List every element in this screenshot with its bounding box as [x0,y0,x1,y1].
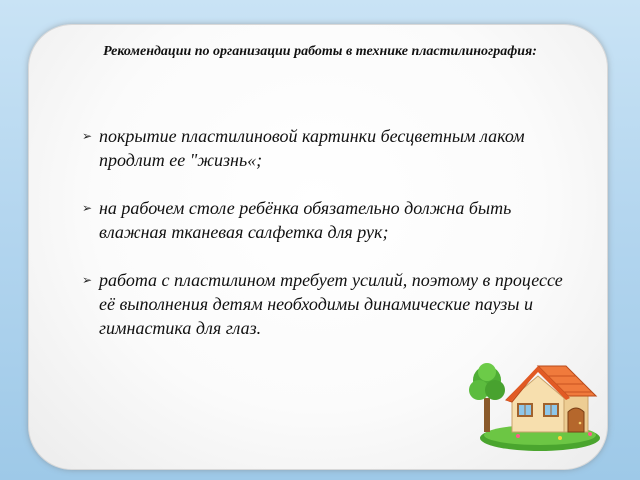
bullet-arrow-icon: ➢ [82,129,93,143]
tree-icon [469,363,505,432]
bullet-arrow-icon: ➢ [82,273,93,287]
slide-title: Рекомендации по организации работы в технике пластилинография: [103,44,537,59]
list-item [80,268,580,340]
bullet-text: покрытие пластилиновой картинки бесцветным лаком продлит ее "жизнь«; [99,126,525,170]
bullet-arrow-icon: ➢ [82,201,93,215]
house-icon [462,346,602,452]
bullet-text: работа с пластилином требует усилий, поэтому в процессе её выполнения детям необходимы динамические паузы и гимнастика для глаз. [99,270,563,338]
list-item [80,124,580,172]
list-item [80,196,580,244]
bullet-text: на рабочем столе ребёнка обязательно должна быть влажная тканевая салфетка для рук; [99,198,512,242]
bullet-list [80,124,580,364]
